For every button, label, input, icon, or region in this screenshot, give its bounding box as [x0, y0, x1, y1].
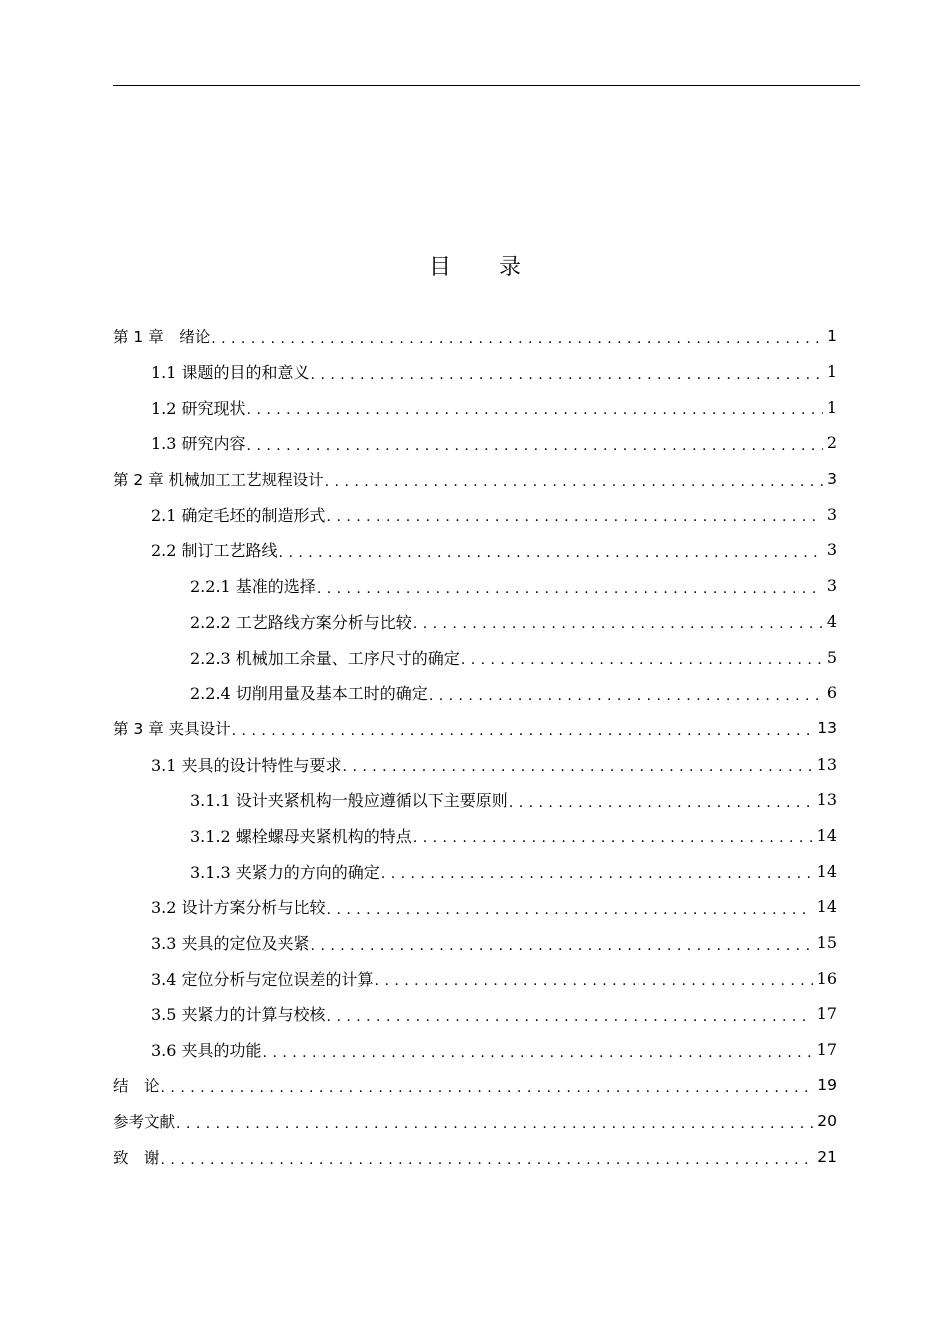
toc-entry-page-number: 1: [826, 397, 837, 417]
toc-title-right: 录: [499, 255, 522, 280]
toc-entry[interactable]: [113, 818, 837, 854]
toc-entry-label: 第 3 章 夹具设计: [113, 720, 231, 739]
toc-entry-page-number: 19: [817, 1076, 837, 1095]
toc-entry-label: 3.5 夹紧力的计算与校核: [151, 1005, 326, 1025]
toc-entry-label: 1.2 研究现状: [151, 398, 246, 418]
toc-entry[interactable]: [113, 1067, 837, 1103]
dot-leader: [247, 402, 823, 418]
dot-leader: [343, 759, 813, 775]
toc-entry-page-number: 13: [816, 754, 837, 774]
toc-entry[interactable]: [113, 782, 837, 818]
toc-entry-page-number: 6: [826, 683, 837, 703]
toc-entry-label: 3.1.1 设计夹紧机构一般应遵循以下主要原则: [190, 791, 508, 811]
toc-entry-label: 1.1 课题的目的和意义: [151, 363, 310, 383]
toc-entry-page-number: 14: [816, 897, 837, 917]
toc-entry-page-number: 16: [816, 968, 837, 988]
dot-leader: [509, 795, 813, 811]
toc-entry-label: 2.2.1 基准的选择: [190, 577, 316, 597]
toc-entry-page-number: 17: [816, 1004, 837, 1024]
toc-entry-page-number: 3: [827, 469, 837, 488]
toc-entry-label: 3.1.2 螺栓螺母夹紧机构的特点: [190, 826, 412, 846]
dot-leader: [247, 438, 823, 454]
toc-entry-page-number: 14: [816, 861, 837, 881]
toc-entry-page-number: 3: [826, 576, 837, 596]
toc-entry-page-number: 3: [826, 540, 837, 560]
dot-leader: [325, 474, 823, 490]
toc-entry-label: 2.2.3 机械加工余量、工序尺寸的确定: [190, 648, 460, 668]
toc-entry[interactable]: [113, 425, 837, 461]
toc-entry[interactable]: [113, 461, 837, 497]
toc-entry[interactable]: [113, 389, 837, 425]
dot-leader: [381, 866, 813, 882]
dot-leader: [327, 1009, 813, 1025]
toc-entry-label: 3.1 夹具的设计特性与要求: [151, 755, 342, 775]
toc-entry-page-number: 2: [826, 433, 837, 453]
dot-leader: [263, 1045, 813, 1061]
toc-entry[interactable]: [113, 604, 837, 640]
dot-leader: [317, 581, 823, 597]
toc-entry-label: 3.2 设计方案分析与比较: [151, 898, 326, 918]
toc-entry[interactable]: [113, 675, 837, 711]
toc-entry-label: 参考文献: [113, 1112, 176, 1131]
dot-leader: [232, 723, 814, 739]
toc-entry[interactable]: [113, 1103, 837, 1139]
toc-entry-label: 致 谢: [113, 1148, 160, 1167]
toc-entry[interactable]: [113, 889, 837, 925]
header-rule: [113, 85, 860, 86]
toc-title: [0, 250, 950, 281]
dot-leader: [311, 938, 813, 954]
dot-leader: [327, 509, 823, 525]
toc-entry-page-number: 17: [816, 1040, 837, 1060]
toc-entry[interactable]: [113, 532, 837, 568]
toc-entry-page-number: 13: [817, 719, 837, 738]
dot-leader: [279, 545, 823, 561]
toc-entry-page-number: 20: [817, 1111, 837, 1130]
toc-entry[interactable]: [113, 1139, 837, 1175]
toc-entry-label: 3.4 定位分析与定位误差的计算: [151, 969, 374, 989]
toc-entry-label: 3.6 夹具的功能: [151, 1041, 262, 1061]
dot-leader: [161, 1152, 814, 1168]
dot-leader: [176, 1116, 813, 1132]
dot-leader: [413, 616, 823, 632]
toc-entry[interactable]: [113, 568, 837, 604]
toc-entry[interactable]: [113, 925, 837, 961]
toc-entry-page-number: 15: [816, 933, 837, 953]
toc-entry-label: 1.3 研究内容: [151, 434, 246, 454]
toc-entry[interactable]: [113, 853, 837, 889]
table-of-contents: [113, 318, 837, 1175]
dot-leader: [161, 1080, 814, 1096]
toc-entry[interactable]: [113, 318, 837, 354]
toc-entry-page-number: 1: [827, 326, 837, 345]
toc-entry-label: 2.2.2 工艺路线方案分析与比较: [190, 612, 412, 632]
toc-entry-label: 2.1 确定毛坯的制造形式: [151, 505, 326, 525]
toc-entry-label: 2.2.4 切削用量及基本工时的确定: [190, 684, 428, 704]
dot-leader: [311, 367, 823, 383]
toc-entry-label: 第 2 章 机械加工工艺规程设计: [113, 470, 324, 489]
toc-title-left: 目: [428, 255, 451, 280]
toc-entry-page-number: 21: [817, 1147, 837, 1166]
toc-entry-label: 3.1.3 夹紧力的方向的确定: [190, 862, 380, 882]
dot-leader: [327, 902, 813, 918]
toc-entry[interactable]: [113, 711, 837, 747]
dot-leader: [211, 331, 823, 347]
toc-entry[interactable]: [113, 639, 837, 675]
dot-leader: [413, 830, 813, 846]
toc-entry-page-number: 1: [826, 362, 837, 382]
toc-entry[interactable]: [113, 746, 837, 782]
dot-leader: [461, 652, 823, 668]
toc-entry[interactable]: [113, 996, 837, 1032]
toc-entry-page-number: 5: [826, 647, 837, 667]
dot-leader: [429, 688, 823, 704]
toc-entry-label: 结 论: [113, 1077, 160, 1096]
toc-entry-label: 3.3 夹具的定位及夹紧: [151, 934, 310, 954]
toc-entry[interactable]: [113, 1032, 837, 1068]
toc-entry-label: 2.2 制订工艺路线: [151, 541, 278, 561]
toc-entry-page-number: 4: [826, 611, 837, 631]
toc-entry-page-number: 13: [816, 790, 837, 810]
toc-entry-label: 第 1 章 绪论: [113, 327, 211, 346]
toc-entry[interactable]: [113, 496, 837, 532]
toc-entry[interactable]: [113, 960, 837, 996]
dot-leader: [375, 973, 813, 989]
toc-entry-page-number: 14: [816, 825, 837, 845]
toc-entry[interactable]: [113, 354, 837, 390]
toc-entry-page-number: 3: [826, 504, 837, 524]
